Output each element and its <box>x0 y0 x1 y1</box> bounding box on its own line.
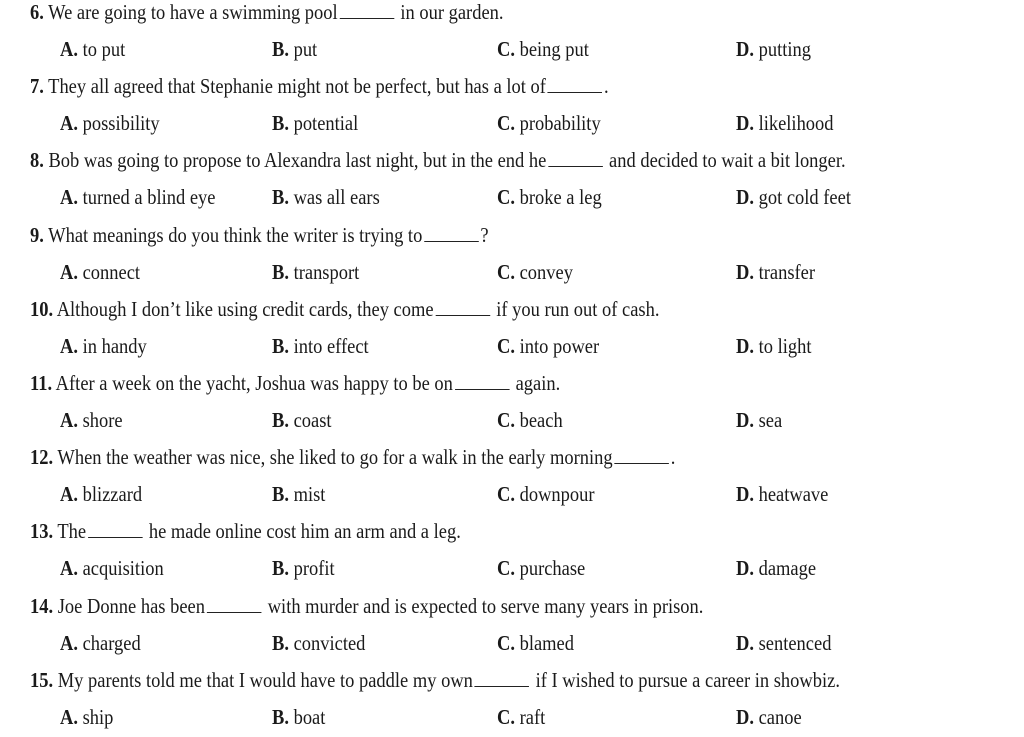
answer-option <box>736 702 802 732</box>
answer-option <box>736 34 811 64</box>
answer-option <box>497 331 599 361</box>
option-text: turned a blind eye <box>77 185 216 210</box>
option-text: sea <box>753 408 783 432</box>
option-text: broke a leg <box>514 185 602 210</box>
option-letter: D. <box>736 556 754 581</box>
question-stem <box>30 516 887 546</box>
stem-before-blank: They all agreed that Stephanie might not be perfect, but has a lot of <box>48 74 546 99</box>
option-text: in handy <box>77 333 147 358</box>
option-letter: B. <box>272 185 289 210</box>
answer-option <box>497 34 589 64</box>
option-text: connect <box>77 259 141 284</box>
answer-option <box>272 628 365 658</box>
option-letter: D. <box>736 704 754 729</box>
option-text: to light <box>753 333 812 358</box>
answer-blank <box>614 446 669 464</box>
answer-option <box>272 702 325 732</box>
answer-option <box>497 257 573 287</box>
answer-option <box>272 479 325 509</box>
answer-option <box>736 108 834 138</box>
option-text: boat <box>288 704 326 729</box>
option-text: into effect <box>288 333 369 358</box>
option-text: probability <box>514 111 601 136</box>
answer-options <box>0 331 1024 361</box>
option-text: sentenced <box>753 630 832 655</box>
option-text: raft <box>514 704 546 729</box>
question-number: 6. <box>30 0 44 24</box>
answer-option <box>736 405 782 435</box>
option-letter: C. <box>497 111 515 136</box>
option-letter: B. <box>272 111 289 136</box>
option-text: convey <box>514 259 573 284</box>
answer-option <box>60 108 160 138</box>
question-stem <box>30 368 887 398</box>
answer-option <box>60 34 125 64</box>
answer-option <box>60 257 140 287</box>
answer-blank <box>548 75 603 93</box>
option-letter: C. <box>497 630 515 655</box>
answer-option <box>60 628 141 658</box>
answer-option <box>60 479 142 509</box>
option-letter: D. <box>736 630 754 655</box>
answer-options <box>0 628 1024 658</box>
stem-after-blank: if I wished to pursue a career in showbiz. <box>531 667 840 692</box>
stem-after-blank: . <box>670 445 676 470</box>
answer-options <box>0 34 1024 64</box>
option-text: profit <box>288 556 335 581</box>
stem-before-blank: Bob was going to propose to Alexandra last night, but in the end he <box>48 148 547 173</box>
answer-option <box>736 257 815 287</box>
question-number: 11. <box>30 371 53 395</box>
answer-option <box>60 702 113 732</box>
stem-before-blank: The <box>57 519 87 544</box>
answer-option <box>272 331 369 361</box>
option-letter: A. <box>60 37 78 61</box>
stem-before-blank: What meanings do you think the writer is trying to <box>48 222 423 247</box>
option-text: to put <box>77 37 126 61</box>
option-text: acquisition <box>77 556 164 581</box>
option-letter: B. <box>272 37 289 61</box>
answer-option <box>497 182 602 212</box>
option-letter: D. <box>736 259 754 284</box>
answer-option <box>497 628 574 658</box>
answer-option <box>272 108 358 138</box>
question-stem <box>30 591 887 621</box>
option-letter: C. <box>497 37 515 61</box>
option-text: damage <box>753 556 817 581</box>
question-number: 13. <box>30 519 54 544</box>
stem-after-blank: he made online cost him an arm and a leg. <box>144 519 461 544</box>
question-number: 9. <box>30 222 44 247</box>
question-stem <box>30 294 887 324</box>
stem-before-blank: We are going to have a swimming pool <box>48 0 338 24</box>
answer-option <box>60 331 147 361</box>
question-number: 12. <box>30 445 54 470</box>
option-text: blizzard <box>77 482 143 507</box>
option-text: heatwave <box>753 482 829 507</box>
question-number: 15. <box>30 667 54 692</box>
stem-after-blank: ? <box>480 222 489 247</box>
stem-after-blank: if you run out of cash. <box>491 296 660 321</box>
option-text: beach <box>514 408 563 432</box>
question-number: 7. <box>30 74 44 99</box>
question-stem <box>30 665 887 695</box>
stem-after-blank: in our garden. <box>395 0 504 24</box>
stem-after-blank: again. <box>510 371 561 395</box>
question-number: 8. <box>30 148 44 173</box>
option-letter: D. <box>736 185 754 210</box>
answer-options <box>0 702 1024 732</box>
option-text: transport <box>288 259 360 284</box>
option-letter: B. <box>272 556 289 581</box>
answer-blank <box>435 298 490 316</box>
answer-options <box>0 405 1024 435</box>
option-letter: C. <box>497 408 515 432</box>
option-text: coast <box>288 408 332 432</box>
answer-blank <box>88 520 143 538</box>
option-letter: B. <box>272 259 289 284</box>
answer-option <box>736 553 816 583</box>
option-letter: A. <box>60 482 78 507</box>
option-text: being put <box>514 37 589 61</box>
option-letter: A. <box>60 333 78 358</box>
option-text: was all ears <box>288 185 380 210</box>
answer-option <box>272 257 359 287</box>
answer-option <box>497 553 585 583</box>
answer-option <box>272 182 380 212</box>
stem-after-blank: . <box>604 74 609 99</box>
question-stem <box>30 220 887 250</box>
option-letter: C. <box>497 556 515 581</box>
option-text: potential <box>288 111 359 136</box>
question-stem <box>30 0 887 27</box>
option-letter: C. <box>497 482 515 507</box>
answer-option <box>736 182 851 212</box>
option-letter: D. <box>736 482 754 507</box>
option-letter: D. <box>736 37 754 61</box>
answer-option <box>60 553 164 583</box>
option-text: charged <box>77 630 141 655</box>
answer-blank <box>207 595 262 613</box>
option-letter: A. <box>60 556 78 581</box>
option-letter: A. <box>60 111 78 136</box>
stem-before-blank: Joe Donne has been <box>57 593 206 618</box>
answer-option <box>736 479 828 509</box>
option-letter: A. <box>60 408 78 432</box>
stem-before-blank: Although I don’t like using credit cards, they come <box>56 296 434 321</box>
option-text: shore <box>77 408 123 432</box>
option-text: purchase <box>514 556 586 581</box>
answer-options <box>0 479 1024 509</box>
option-letter: C. <box>497 333 515 358</box>
question-number: 14. <box>30 593 54 618</box>
answer-option <box>60 182 215 212</box>
option-text: blamed <box>514 630 574 655</box>
answer-option <box>60 405 123 435</box>
question-stem <box>30 145 887 175</box>
answer-options <box>0 257 1024 287</box>
stem-before-blank: My parents told me that I would have to paddle my own <box>57 667 473 692</box>
option-letter: C. <box>497 185 515 210</box>
option-letter: A. <box>60 259 78 284</box>
answer-blank <box>475 669 530 687</box>
option-letter: B. <box>272 630 289 655</box>
answer-option <box>272 405 332 435</box>
question-stem <box>30 442 887 472</box>
option-text: ship <box>77 704 114 729</box>
answer-option <box>497 479 595 509</box>
option-letter: D. <box>736 333 754 358</box>
stem-before-blank: When the weather was nice, she liked to go for a walk in the early morning <box>57 445 613 470</box>
answer-option <box>736 331 811 361</box>
option-text: put <box>288 37 318 61</box>
stem-before-blank: After a week on the yacht, Joshua was happy to be on <box>55 371 453 395</box>
stem-after-blank: with murder and is expected to serve many years in prison. <box>263 593 704 618</box>
option-letter: C. <box>497 704 515 729</box>
option-text: into power <box>514 333 600 358</box>
option-text: putting <box>753 37 811 61</box>
option-letter: A. <box>60 630 78 655</box>
answer-blank <box>424 224 479 242</box>
option-letter: D. <box>736 111 754 136</box>
option-text: mist <box>288 482 326 507</box>
option-text: got cold feet <box>753 185 851 210</box>
option-letter: C. <box>497 259 515 284</box>
option-letter: D. <box>736 408 754 432</box>
option-letter: A. <box>60 704 78 729</box>
option-text: likelihood <box>753 111 834 136</box>
option-letter: B. <box>272 408 289 432</box>
option-text: possibility <box>77 111 160 136</box>
answer-blank <box>548 149 603 167</box>
answer-blank <box>339 1 394 19</box>
stem-after-blank: and decided to wait a bit longer. <box>604 148 846 173</box>
answer-options <box>0 108 1024 138</box>
answer-options <box>0 553 1024 583</box>
option-text: canoe <box>753 704 802 729</box>
option-text: downpour <box>514 482 595 507</box>
answer-options <box>0 182 1024 212</box>
question-number: 10. <box>30 296 54 321</box>
answer-option <box>272 34 317 64</box>
option-letter: B. <box>272 704 289 729</box>
answer-blank <box>455 372 510 390</box>
answer-option <box>497 108 601 138</box>
option-letter: B. <box>272 482 289 507</box>
answer-option <box>497 405 563 435</box>
option-text: transfer <box>753 259 816 284</box>
option-letter: B. <box>272 333 289 358</box>
answer-option <box>497 702 545 732</box>
question-stem <box>30 71 887 101</box>
option-letter: A. <box>60 185 78 210</box>
answer-option <box>272 553 335 583</box>
answer-option <box>736 628 831 658</box>
option-text: convicted <box>288 630 366 655</box>
